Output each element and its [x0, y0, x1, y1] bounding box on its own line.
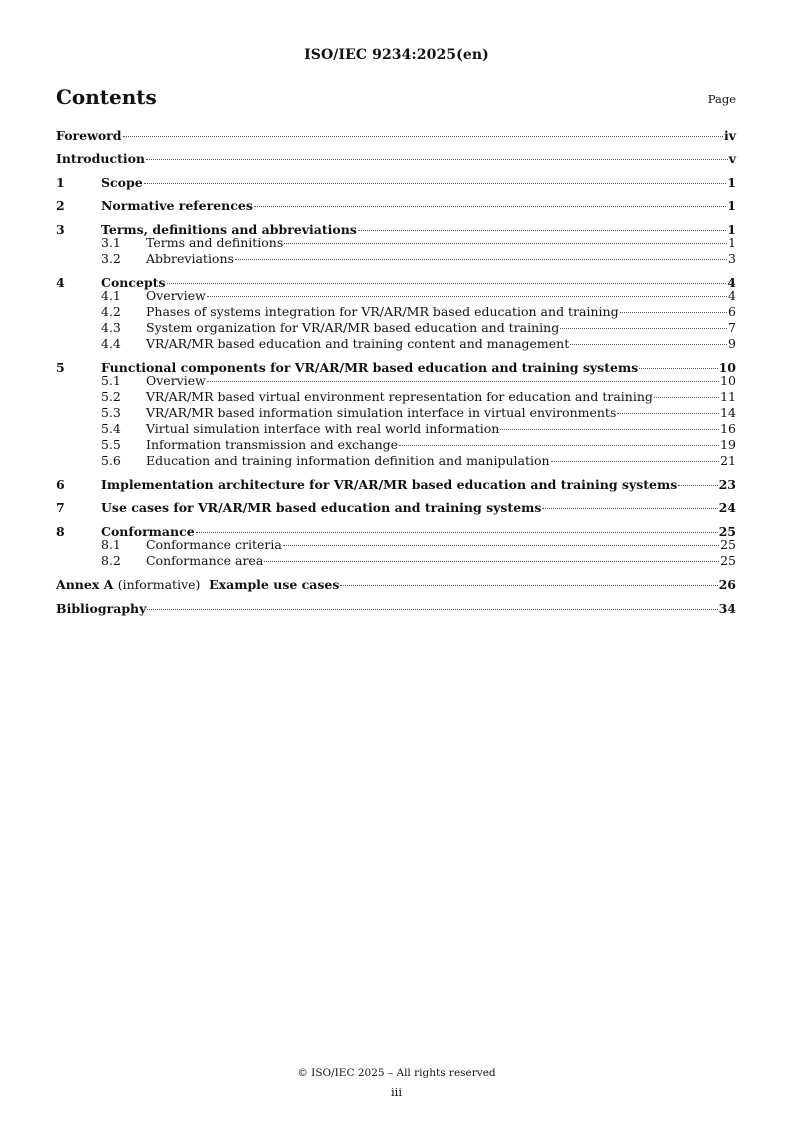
- toc-entry-page: 10: [718, 360, 736, 375]
- toc-entry-page: 1: [727, 175, 736, 190]
- toc-entry-label: Overview: [146, 288, 206, 303]
- dot-leader: [551, 461, 720, 462]
- toc-entry-subsection[interactable]: [56, 235, 736, 250]
- toc-entry-page: 21: [720, 453, 736, 468]
- toc-entry-number: 4.1: [101, 288, 121, 303]
- toc-entry-subsection[interactable]: [56, 288, 736, 303]
- dot-leader: [654, 397, 719, 398]
- dot-leader: [284, 243, 727, 244]
- toc-entry-page: 1: [727, 198, 736, 213]
- toc-entry-number: 3: [56, 222, 65, 237]
- toc-entry-page: 3: [728, 251, 736, 266]
- toc-entry-number: 8.2: [101, 553, 121, 568]
- toc-entry-label: Conformance criteria: [146, 537, 282, 552]
- toc-entry-section-7[interactable]: [56, 500, 736, 515]
- toc-entry-page: 9: [728, 336, 736, 351]
- dot-leader: [146, 159, 728, 160]
- dot-leader: [264, 561, 719, 562]
- dot-leader: [678, 485, 717, 486]
- toc-entry-page: 26: [718, 577, 736, 592]
- dot-leader: [207, 381, 719, 382]
- toc-entry-subsection[interactable]: [56, 405, 736, 420]
- toc-entry-subsection[interactable]: [56, 373, 736, 388]
- toc-entry-label: VR/AR/MR based virtual environment representation for education and training: [146, 389, 653, 404]
- toc-entry-number: 5.2: [101, 389, 121, 404]
- page-title: Contents: [56, 85, 157, 109]
- dot-leader: [144, 183, 727, 184]
- toc-entry-subsection[interactable]: [56, 389, 736, 404]
- toc-entry-label: Virtual simulation interface with real world information: [146, 421, 500, 436]
- toc-entry-introduction[interactable]: [56, 151, 736, 166]
- toc-entry-number: 8.1: [101, 537, 121, 552]
- toc-entry-label: Concepts: [101, 275, 166, 290]
- toc-entry-page: 6: [728, 304, 736, 319]
- page-number: iii: [390, 1085, 403, 1099]
- annex-label: Annex A: [56, 577, 114, 592]
- toc-entry-number: 1: [56, 175, 65, 190]
- toc-entry-label: Conformance area: [146, 553, 264, 568]
- toc-entry-label: Bibliography: [56, 601, 147, 616]
- toc-entry-label: Functional components for VR/AR/MR based education and training systems: [101, 360, 639, 375]
- dot-leader: [147, 609, 717, 610]
- toc-entry-label: Foreword: [56, 128, 122, 143]
- table-of-contents: [56, 128, 736, 616]
- dot-leader: [542, 508, 717, 509]
- toc-entry-page: v: [728, 151, 736, 166]
- annex-note: (informative): [117, 577, 201, 592]
- dot-leader: [620, 312, 727, 313]
- toc-entry-subsection[interactable]: [56, 251, 736, 266]
- toc-entry-label: VR/AR/MR based information simulation interface in virtual environments: [146, 405, 617, 420]
- document-header: ISO/IEC 9234:2025(en): [304, 47, 489, 63]
- toc-entry-number: 3.2: [101, 251, 121, 266]
- dot-leader: [123, 136, 723, 137]
- toc-entry-label: Information transmission and exchange: [146, 437, 399, 452]
- toc-entry-label: Terms, definitions and abbreviations: [101, 222, 357, 237]
- dot-leader: [560, 328, 727, 329]
- toc-entry-page: 10: [720, 373, 736, 388]
- toc-entry-page: iv: [723, 128, 736, 143]
- toc-entry-number: 4.2: [101, 304, 121, 319]
- toc-entry-number: 5.5: [101, 437, 121, 452]
- toc-entry-number: 8: [56, 524, 65, 539]
- toc-entry-page: 7: [728, 320, 736, 335]
- toc-entry-page: 14: [720, 405, 736, 420]
- toc-entry-label: Normative references: [101, 198, 253, 213]
- toc-entry-page: 11: [720, 389, 736, 404]
- toc-entry-number: 2: [56, 198, 65, 213]
- toc-entry-number: 5.4: [101, 421, 121, 436]
- toc-entry-subsection[interactable]: [56, 437, 736, 452]
- dot-leader: [358, 230, 726, 231]
- toc-entry-number: 5: [56, 360, 65, 375]
- toc-entry-label: Terms and definitions: [146, 235, 284, 250]
- toc-entry-page: 1: [728, 235, 736, 250]
- toc-entry-section-2[interactable]: [56, 198, 736, 213]
- toc-entry-page: 23: [718, 477, 736, 492]
- toc-entry-bibliography[interactable]: [56, 601, 736, 616]
- toc-entry-number: 5.3: [101, 405, 121, 420]
- toc-entry-label: Education and training information definition and manipulation: [146, 453, 550, 468]
- toc-entry-page: 24: [718, 500, 736, 515]
- toc-entry-subsection[interactable]: [56, 320, 736, 335]
- toc-entry-label: Scope: [101, 175, 143, 190]
- toc-entry-number: 6: [56, 477, 65, 492]
- dot-leader: [340, 585, 717, 586]
- toc-entry-page: 16: [720, 421, 736, 436]
- toc-entry-number: 5.1: [101, 373, 121, 388]
- page-column-label: Page: [707, 92, 736, 106]
- toc-entry-subsection[interactable]: [56, 537, 736, 552]
- toc-entry-number: 5.6: [101, 453, 121, 468]
- dot-leader: [254, 206, 726, 207]
- toc-entry-number: 7: [56, 500, 65, 515]
- toc-entry-page: 25: [720, 553, 736, 568]
- dot-leader: [283, 545, 719, 546]
- dot-leader: [235, 259, 727, 260]
- toc-entry-label: Conformance: [101, 524, 195, 539]
- toc-entry-page: 25: [720, 537, 736, 552]
- toc-entry-label: Overview: [146, 373, 206, 388]
- toc-entry-number: 3.1: [101, 235, 121, 250]
- toc-entry-page: 4: [727, 275, 736, 290]
- toc-entry-number: 4.3: [101, 320, 121, 335]
- toc-entry-subsection[interactable]: [56, 336, 736, 351]
- toc-entry-subsection[interactable]: [56, 304, 736, 319]
- annex-title: Example use cases: [209, 577, 340, 592]
- toc-entry-label: Implementation architecture for VR/AR/MR based education and training systems: [101, 477, 678, 492]
- toc-entry-section-1[interactable]: [56, 175, 736, 190]
- toc-entry-foreword[interactable]: [56, 128, 736, 143]
- toc-entry-label: System organization for VR/AR/MR based education and training: [146, 320, 560, 335]
- toc-entry-page: 1: [727, 222, 736, 237]
- toc-entry-page: 25: [718, 524, 736, 539]
- toc-entry-label: Introduction: [56, 151, 146, 166]
- toc-entry-page: 19: [720, 437, 736, 452]
- dot-leader: [399, 445, 719, 446]
- toc-entry-label: VR/AR/MR based education and training content and management: [146, 336, 570, 351]
- dot-leader: [617, 413, 719, 414]
- toc-entry-page: 4: [728, 288, 736, 303]
- toc-entry-label: Phases of systems integration for VR/AR/MR based education and training: [146, 304, 619, 319]
- toc-entry-subsection[interactable]: [56, 421, 736, 436]
- toc-entry-label: Abbreviations: [146, 251, 234, 266]
- dot-leader: [570, 344, 727, 345]
- toc-entry-annex-a[interactable]: [56, 577, 736, 592]
- toc-entry-section-6[interactable]: [56, 477, 736, 492]
- toc-entry-subsection[interactable]: [56, 453, 736, 468]
- toc-entry-page: 34: [718, 601, 736, 616]
- dot-leader: [639, 368, 717, 369]
- copyright-footer: © ISO/IEC 2025 – All rights reserved: [297, 1067, 496, 1079]
- toc-entry-label: Use cases for VR/AR/MR based education and training systems: [101, 500, 542, 515]
- dot-leader: [207, 296, 727, 297]
- toc-entry-subsection[interactable]: [56, 553, 736, 568]
- dot-leader: [167, 283, 727, 284]
- toc-entry-label: [56, 577, 339, 592]
- dot-leader: [196, 532, 718, 533]
- toc-entry-number: 4.4: [101, 336, 121, 351]
- toc-entry-number: 4: [56, 275, 65, 290]
- dot-leader: [500, 429, 719, 430]
